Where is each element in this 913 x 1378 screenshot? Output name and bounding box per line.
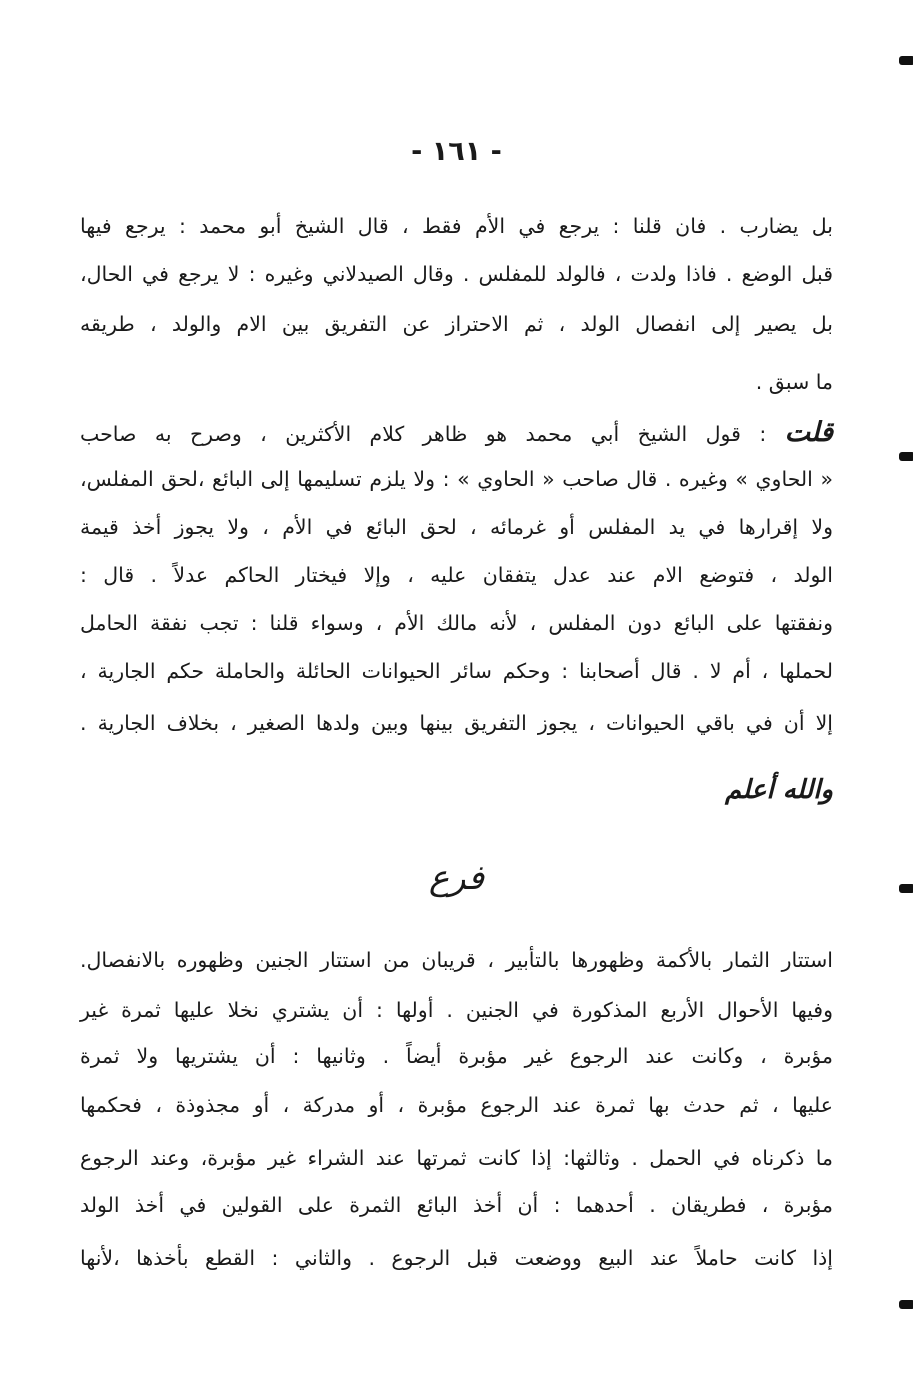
text-line: بل يصير إلى انفصال الولد ، ثم الاحتراز عن التفريق بين الام والولد ، طريقه <box>80 312 833 336</box>
text-line: مؤبرة ، وكانت عند الرجوع غير مؤبرة أيضاً . وثانيها : أن يشتريها ولا ثمرة <box>80 1044 833 1068</box>
paragraph-lead-word: قلت <box>784 417 833 448</box>
text-line: استتار الثمار بالأكمة وظهورها بالتأبير ، قريبان من استتار الجنين وظهوره بالانفصال. <box>80 948 833 972</box>
margin-mark <box>899 452 913 461</box>
text-line <box>80 419 833 446</box>
section-heading: فرع <box>428 858 485 898</box>
text-line: لحملها ، أم لا . قال أصحابنا : وحكم سائر الحيوانات الحائلة والحاملة حكم الجارية ، <box>80 659 833 683</box>
text-line: ما ذكرناه في الحمل . وثالثها: إذا كانت ثمرتها عند الشراء غير مؤبرة، وعند الرجوع <box>80 1146 833 1170</box>
text-line: « الحاوي » وغيره . قال صاحب « الحاوي » : ولا يلزم تسليمها إلى البائع ،لحق المفلس، <box>80 467 833 491</box>
page-number: - ١٦١ - <box>411 136 502 167</box>
margin-mark <box>899 884 913 893</box>
margin-mark <box>899 56 913 65</box>
text-line: قبل الوضع . فاذا ولدت ، فالولد للمفلس . وقال الصيدلاني وغيره : لا يرجع في الحال، <box>80 262 833 286</box>
text-span: : قول الشيخ أبي محمد هو ظاهر كلام الأكثرين ، وصرح به صاحب <box>80 422 767 446</box>
text-line: بل يضارب . فان قلنا : يرجع في الأم فقط ، قال الشيخ أبو محمد : يرجع فيها <box>80 214 833 238</box>
text-line: ولا إقرارها في يد المفلس أو غرمائه ، لحق البائع في الأم ، ولا يجوز أخذ قيمة <box>80 515 833 539</box>
text-line: إذا كانت حاملاً عند البيع ووضعت قبل الرجوع . والثاني : القطع بأخذها ،لأنها <box>80 1246 833 1270</box>
text-line: ونفقتها على البائع دون المفلس ، لأنه مالك الأم ، وسواء قلنا : تجب نفقة الحامل <box>80 611 833 635</box>
margin-mark <box>899 1300 913 1309</box>
text-line: مؤبرة ، فطريقان . أحدهما : أن أخذ البائع الثمرة على القولين في أخذ الولد <box>80 1193 833 1217</box>
text-line: عليها ، ثم حدث بها ثمرة عند الرجوع مؤبرة ، أو مدركة ، أو مجذوذة ، فحكمها <box>80 1093 833 1117</box>
text-line: الولد ، فتوضع الام عند عدل يتفقان عليه ، وإلا فيختار الحاكم عدلاً . قال : <box>80 563 833 587</box>
closing-phrase: والله أعلم <box>725 775 833 805</box>
text-line: إلا أن في باقي الحيوانات ، يجوز التفريق بينها وبين ولدها الصغير ، بخلاف الجارية . <box>80 711 833 735</box>
text-line: وفيها الأحوال الأربع المذكورة في الجنين . أولها : أن يشتري نخلا عليها ثمرة غير <box>80 998 833 1022</box>
text-line: ما سبق . <box>755 370 833 394</box>
